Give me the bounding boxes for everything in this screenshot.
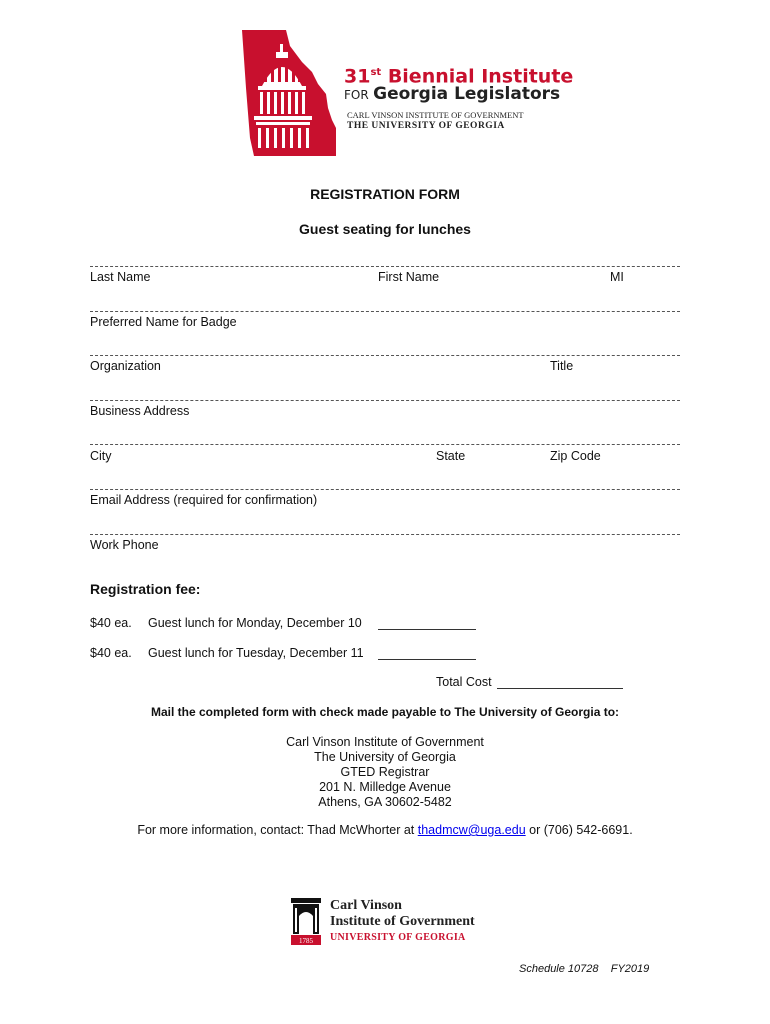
total-cost-field[interactable]	[497, 673, 623, 689]
name-line[interactable]	[90, 266, 680, 267]
city-line[interactable]	[90, 444, 680, 445]
fee-row-monday	[90, 616, 132, 630]
mi-label: MI	[610, 270, 624, 284]
form-heading: REGISTRATION FORM	[310, 186, 460, 202]
registration-fee-heading: Registration fee:	[90, 581, 201, 597]
total-cost-label: Total Cost	[436, 675, 492, 689]
address-line: Carl Vinson Institute of Government	[286, 735, 484, 749]
logo-line3: UNIVERSITY OF GEORGIA	[330, 932, 466, 943]
address-line: The University of Georgia	[314, 750, 456, 764]
preferred-name-label: Preferred Name for Badge	[90, 315, 237, 329]
carl-vinson-logo	[290, 896, 490, 948]
tuesday-qty-field[interactable]	[378, 644, 476, 660]
business-address-line[interactable]	[90, 400, 680, 401]
georgia-capitol-icon	[240, 28, 340, 156]
mail-instruction: Mail the completed form with check made payable to The University of Georgia to:	[150, 705, 620, 719]
address-line: Athens, GA 30602-5482	[318, 795, 452, 809]
contact-prefix: For more information, contact: Thad McWhorter at	[137, 823, 415, 837]
work-phone-line[interactable]	[90, 534, 680, 535]
monday-qty-field[interactable]	[378, 614, 476, 630]
preferred-name-line[interactable]	[90, 311, 680, 312]
state-label: State	[436, 449, 466, 463]
biennial-institute-logo	[240, 28, 574, 156]
contact-line	[0, 823, 770, 837]
logo-title-line2: FOR Georgia Legislators	[344, 84, 561, 104]
logo-org-line2: THE UNIVERSITY OF GEORGIA	[347, 121, 505, 131]
first-name-label: First Name	[378, 270, 440, 284]
fee-desc-monday: Guest lunch for Monday, December 10	[148, 616, 362, 630]
logo-line2: Institute of Government	[330, 914, 475, 929]
city-label: City	[90, 449, 112, 463]
zip-label: Zip Code	[550, 449, 601, 463]
organization-label: Organization	[90, 359, 161, 373]
logo-title-line1: 31st Biennial Institute	[344, 65, 574, 88]
fee-price: $40 ea.	[90, 616, 132, 630]
title-label: Title	[550, 359, 574, 373]
fee-price: $40 ea.	[90, 646, 132, 660]
work-phone-label: Work Phone	[90, 538, 159, 552]
contact-email-link[interactable]: thadmcw@uga.edu	[417, 823, 526, 837]
organization-line[interactable]	[90, 355, 680, 356]
email-label: Email Address (required for confirmation)	[90, 493, 318, 507]
business-address-label: Business Address	[90, 404, 190, 418]
email-line[interactable]	[90, 489, 680, 490]
address-line: GTED Registrar	[340, 765, 430, 779]
last-name-label: Last Name	[90, 270, 151, 284]
fee-desc-tuesday: Guest lunch for Tuesday, December 11	[148, 646, 364, 660]
fee-row-tuesday	[90, 646, 132, 660]
uga-arch-icon	[290, 896, 322, 946]
logo-org-line1: CARL VINSON INSTITUTE OF GOVERNMENT	[347, 110, 524, 120]
svg-text:1785: 1785	[299, 937, 313, 945]
schedule-label: Schedule 10728 FY2019	[519, 963, 650, 975]
logo-line1: Carl Vinson	[330, 898, 402, 913]
mail-address	[0, 735, 770, 810]
address-line: 201 N. Milledge Avenue	[319, 780, 451, 794]
contact-suffix: or (706) 542-6691.	[529, 823, 633, 837]
form-subheading: Guest seating for lunches	[299, 221, 471, 237]
